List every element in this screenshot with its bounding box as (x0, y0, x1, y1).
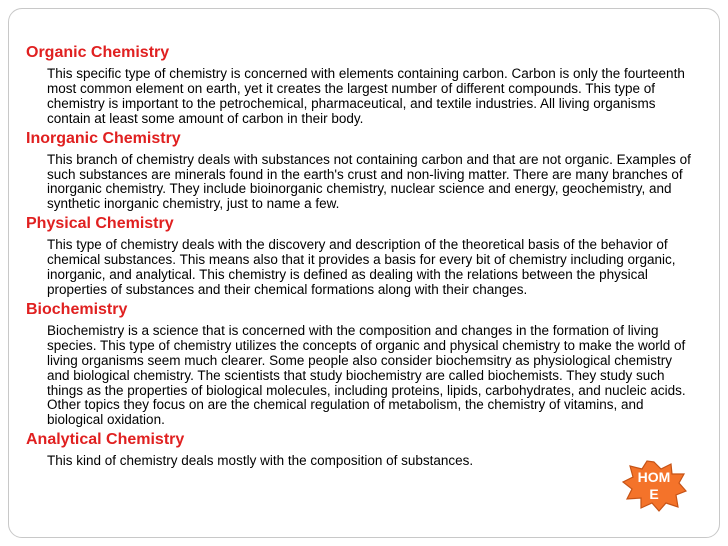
section-body: This kind of chemistry deals mostly with the composition of substances. (47, 453, 474, 469)
section-body: This type of chemistry deals with the discovery and description of the theoretical basis of the behavior of chemical substances. This means also that it provides a basis for every bit of chemistry including organic, inorganic, and analytical. This chemistry is defined as dealing with the relations between the physical properties of substances and their chemical formations along with their changes. (47, 237, 676, 297)
home-button[interactable] (621, 460, 687, 512)
section-body: Biochemistry is a science that is concerned with the composition and changes in the formation of living species. This type of chemistry utilizes the concepts of organic and physical chemistry to make the world of living organisms seem much clearer. Some people also consider biochemsitry as physiological chemistry and biological chemistry. The scientists that study biochemistry are called biochemists. They study such things as the properties of biological molecules, including proteins, lipids, carbohydrates, and nucleic acids. Other topics they focus on are the chemical regulation of metabolism, the chemistry of vitamins, and biological oxidation. (47, 322, 686, 428)
section-body: This specific type of chemistry is concerned with elements containing carbon. Carbon is only the fourteenth most common element on earth, yet it creates the largest number of different compounds. This type of chemistry is important to the petrochemical, pharmaceutical, and textile industries. All living organisms contain at least some amount of carbon in their body. (47, 66, 685, 126)
section-heading: Physical Chemistry (26, 215, 174, 233)
section-physical-chemistry (26, 214, 691, 298)
section-heading: Analytical Chemistry (26, 431, 185, 449)
section-organic-chemistry (26, 43, 691, 127)
section-analytical-chemistry (26, 430, 691, 469)
home-button-label: HOME (637, 469, 671, 502)
section-heading: Biochemistry (26, 300, 128, 318)
section-heading: Inorganic Chemistry (26, 129, 181, 147)
section-heading: Organic Chemistry (26, 44, 170, 61)
section-body: This branch of chemistry deals with substances not containing carbon and that are not organic. Examples of such substances are minerals found in the earth's crust and non-living matter. There are many branches of inorganic chemistry. They include bioinorganic chemistry, nuclear science and energy, geochemistry, and synthetic inorganic chemistry, just to name a few. (47, 151, 691, 212)
section-inorganic-chemistry (26, 129, 691, 213)
section-biochemistry (26, 300, 691, 428)
slide-content (26, 43, 691, 471)
